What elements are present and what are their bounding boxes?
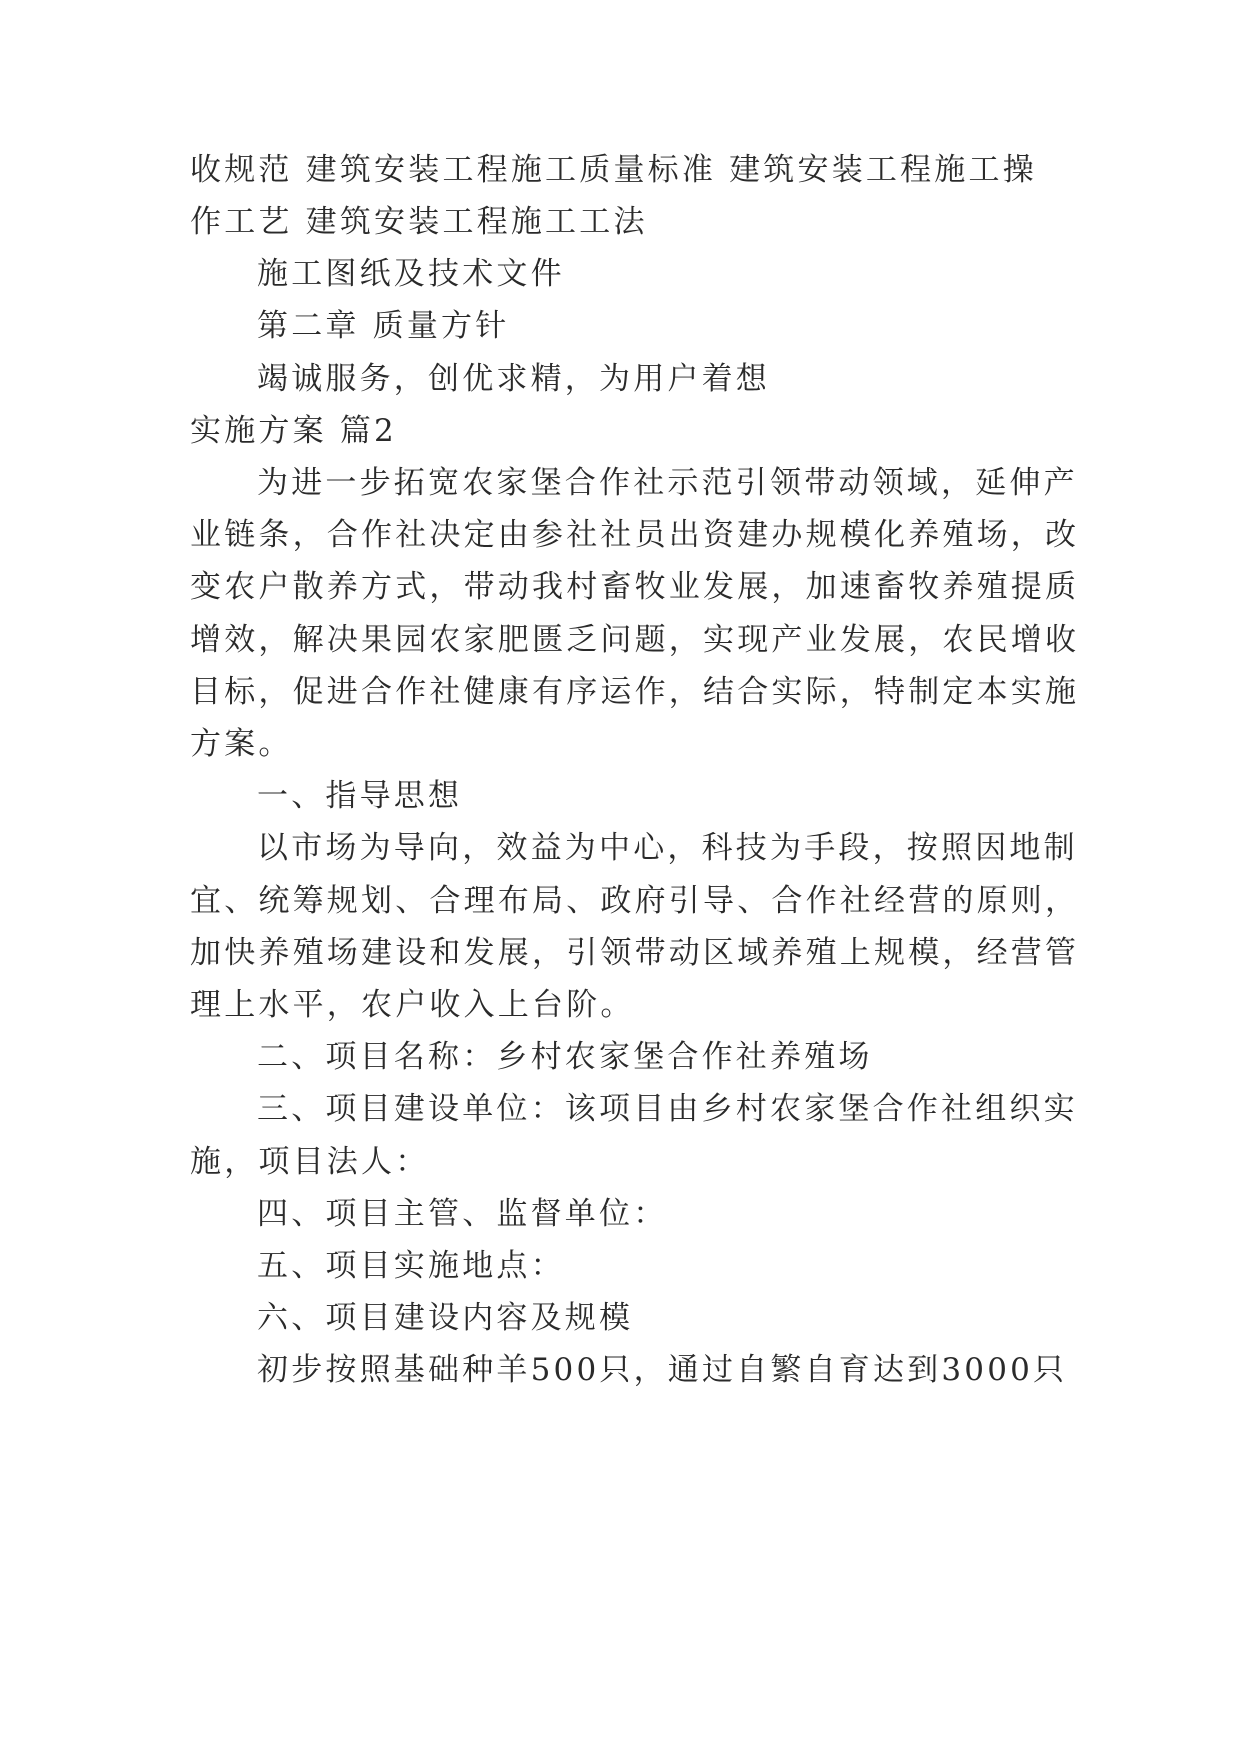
text-line: 宜、统筹规划、合理布局、政府引导、合作社经营的原则， <box>190 883 1080 919</box>
section-heading: 第二章 质量方针 <box>257 308 510 344</box>
text-line: 作工艺 建筑安装工程施工工法 <box>190 204 648 240</box>
section-heading: 五、项目实施地点： <box>257 1248 565 1284</box>
section-heading: 四、项目主管、监督单位： <box>257 1196 668 1232</box>
text-line: 施，项目法人： <box>190 1144 430 1180</box>
section-heading: 六、项目建设内容及规模 <box>257 1300 634 1336</box>
text-line: 加快养殖场建设和发展，引领带动区域养殖上规模，经营管 <box>190 935 1080 971</box>
text-line: 变农户散养方式，带动我村畜牧业发展，加速畜牧养殖提质 <box>190 569 1080 605</box>
text-line: 目标，促进合作社健康有序运作，结合实际，特制定本实施 <box>190 674 1080 710</box>
section-heading: 二、项目名称：乡村农家堡合作社养殖场 <box>257 1039 873 1075</box>
section-heading: 实施方案 篇2 <box>190 413 397 449</box>
text-line: 方案。 <box>190 726 293 762</box>
text-line: 施工图纸及技术文件 <box>257 256 565 292</box>
text-line: 业链条，合作社决定由参社社员出资建办规模化养殖场，改 <box>190 517 1080 553</box>
section-heading: 三、项目建设单位：该项目由乡村农家堡合作社组织实 <box>257 1091 1078 1127</box>
text-line: 理上水平，农户收入上台阶。 <box>190 987 635 1023</box>
text-line: 收规范 建筑安装工程施工质量标准 建筑安装工程施工操 <box>190 152 1037 188</box>
text-line: 为进一步拓宽农家堡合作社示范引领带动领域，延伸产 <box>257 465 1078 501</box>
text-line: 以市场为导向，效益为中心，科技为手段，按照因地制 <box>257 830 1078 866</box>
text-line: 竭诚服务，创优求精，为用户着想 <box>257 361 770 397</box>
text-line: 初步按照基础种羊500只，通过自繁自育达到3000只 <box>257 1352 1068 1388</box>
section-heading: 一、指导思想 <box>257 778 463 814</box>
text-line: 增效，解决果园农家肥匮乏问题，实现产业发展，农民增收 <box>190 622 1080 658</box>
